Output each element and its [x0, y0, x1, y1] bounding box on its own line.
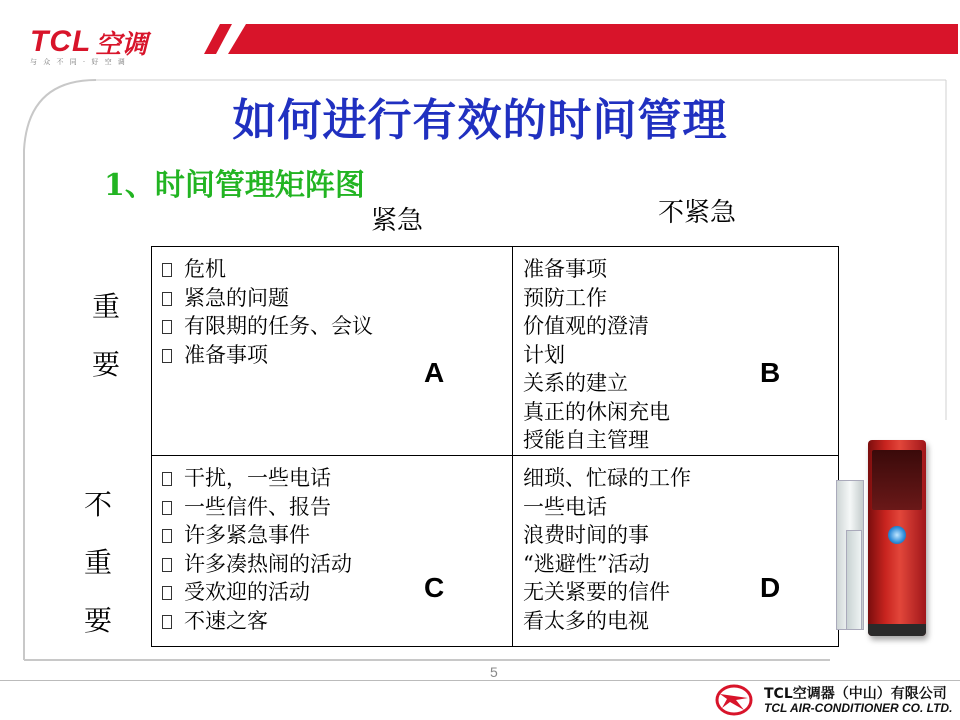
quadrant-b-label: B [760, 357, 781, 388]
square-bullet-icon [162, 586, 172, 600]
column-header-urgent: 紧急 [371, 206, 424, 236]
tcl-star-logo-icon [714, 684, 754, 716]
row-header-char: 要 [83, 604, 112, 637]
quadrant-a-list [162, 255, 502, 369]
square-bullet-icon [162, 529, 172, 543]
quadrant-c [152, 456, 513, 646]
logo-product: 空调 [95, 29, 148, 60]
square-bullet-icon [162, 349, 172, 363]
list-item: 计划 [523, 342, 565, 367]
list-item: 预防工作 [523, 285, 607, 310]
list-item: 看太多的电视 [523, 608, 649, 633]
list-item: 危机 [162, 255, 502, 284]
list-item: 一些信件、报告 [162, 493, 502, 522]
quadrant-c-list [162, 464, 502, 635]
list-item: 紧急的问题 [162, 284, 502, 313]
list-item: 准备事项 [162, 341, 502, 370]
list-item: 许多凑热闹的活动 [162, 550, 502, 579]
tcl-logo [30, 24, 147, 60]
list-item: 价值观的澄清 [523, 314, 649, 338]
square-bullet-icon [162, 263, 172, 277]
ac-display [888, 526, 906, 544]
list-item: 干扰，一些电话 [162, 464, 502, 493]
header-red-band [228, 24, 958, 54]
list-item: 一些电话 [523, 494, 607, 519]
row-header-char: 要 [91, 348, 120, 381]
quadrant-d-label: D [760, 572, 781, 603]
quadrant-b-list [523, 255, 828, 455]
air-conditioner-icon [868, 440, 926, 636]
list-item: 不速之客 [162, 607, 502, 636]
ac-grille [872, 450, 922, 510]
quadrant-a [152, 247, 513, 456]
list-item: 浪费时间的事 [523, 523, 649, 547]
quadrant-a-label: A [424, 357, 445, 388]
square-bullet-icon [162, 501, 172, 515]
row-header-char: 重 [91, 290, 120, 323]
list-item: 准备事项 [523, 257, 607, 281]
slide-title: 如何进行有效的时间管理 [232, 95, 728, 146]
quadrant-d-list [523, 464, 828, 635]
row-header-char: 重 [83, 546, 112, 579]
square-bullet-icon [162, 558, 172, 572]
list-item: 细琐、忙碌的工作 [523, 466, 691, 490]
list-item: 许多紧急事件 [162, 521, 502, 550]
list-item: 授能自主管理 [523, 428, 649, 452]
list-item: 有限期的任务、会议 [162, 312, 502, 341]
list-item: “逃避性”活动 [523, 551, 650, 576]
logo-brand: TCL [30, 25, 92, 58]
footer-divider [0, 680, 960, 681]
slide-subtitle: 1、时间管理矩阵图 [104, 168, 365, 203]
footer-company-cn: TCL空调器（中山）有限公司 [764, 686, 947, 702]
square-bullet-icon [162, 472, 172, 486]
square-bullet-icon [162, 320, 172, 334]
row-header-important [86, 278, 126, 394]
square-bullet-icon [162, 292, 172, 306]
air-conditioner-icon [846, 530, 862, 630]
page-number: 5 [490, 664, 498, 680]
footer-company-en: TCL AIR-CONDITIONER CO. LTD. [764, 701, 953, 715]
quadrant-b [513, 247, 838, 456]
column-header-not-urgent: 不紧急 [658, 198, 737, 228]
row-header-char: 不 [83, 488, 112, 521]
quadrant-c-label: C [424, 572, 445, 603]
list-item: 无关紧要的信件 [523, 580, 670, 604]
ac-base [868, 624, 926, 636]
list-item: 关系的建立 [523, 371, 628, 395]
logo-slogan: 与 众 不 同 · 好 空 调 [30, 58, 127, 66]
quadrant-d [513, 456, 838, 646]
square-bullet-icon [162, 615, 172, 629]
list-item: 真正的休闲充电 [523, 399, 670, 424]
time-management-matrix [151, 246, 839, 647]
list-item: 受欢迎的活动 [162, 578, 502, 607]
row-header-not-important [78, 476, 118, 650]
